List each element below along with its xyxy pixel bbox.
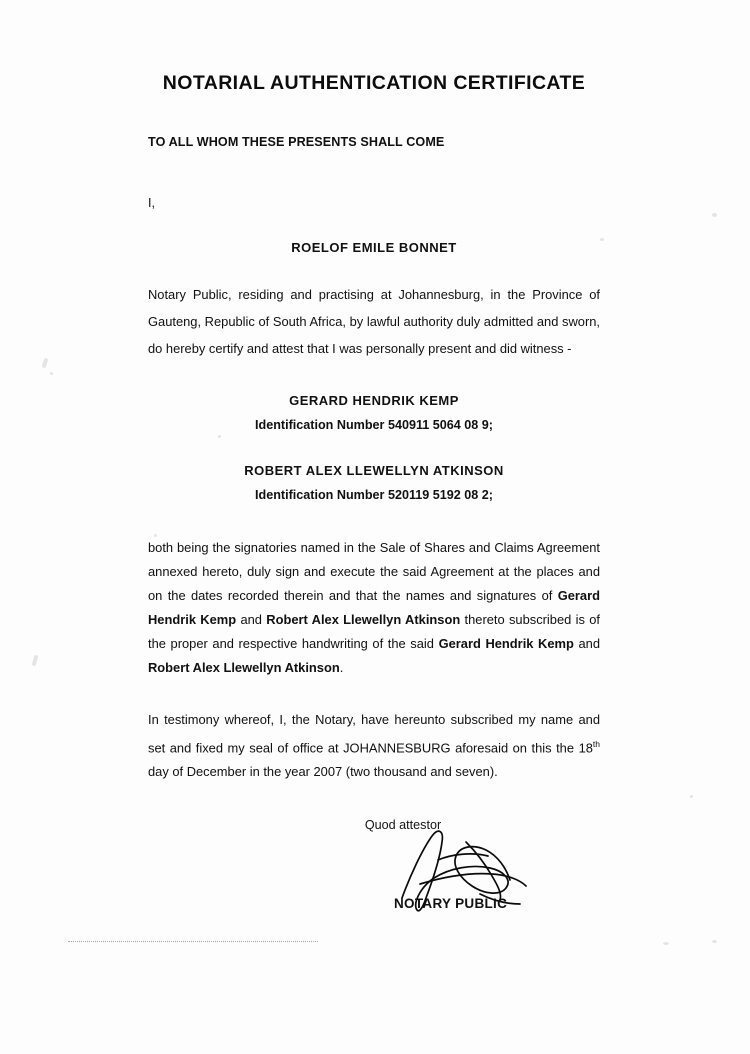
body-text-part-1: both being the signatories named in the Sale of Shares and Claims Agreement annexed hereto, duly sign and execute the said Agreement at the places and on the dates recorded therein and that the names and signatures of — [148, 540, 600, 603]
scan-artifact — [32, 655, 39, 667]
signature-area — [148, 818, 600, 938]
scan-artifact — [42, 358, 49, 369]
page-title: NOTARIAL AUTHENTICATION CERTIFICATE — [162, 72, 586, 94]
body-text-mid-1: and — [236, 612, 267, 627]
testimony-text-part-1: In testimony whereof, I, the Notary, have hereunto subscribed my name and set and fixed my seal of office at JOHANNESBURG aforesaid on this the — [148, 712, 600, 756]
scan-dotted-line — [68, 941, 318, 943]
scan-artifact — [712, 213, 717, 217]
i-declaration-line: I, — [148, 196, 155, 210]
body-bold-name-1: Gerard Hendrik Kemp — [148, 588, 600, 627]
body-bold-name-3: Gerard Hendrik Kemp — [438, 636, 574, 651]
body-paragraph — [148, 536, 600, 680]
document-content — [148, 0, 600, 938]
scan-artifact — [600, 238, 604, 241]
quod-attestor-label: Quod attestor — [364, 818, 442, 833]
testimony-day: 18 — [578, 740, 593, 756]
party-block-2 — [148, 458, 600, 508]
body-text-mid-3: and — [573, 636, 600, 651]
notary-name: ROELOF EMILE BONNET — [291, 240, 457, 255]
body-text-end: . — [339, 660, 344, 675]
testimony-day-ordinal: th — [592, 739, 600, 749]
scan-artifact — [690, 795, 693, 798]
testimony-text-part-2: day of December in the year 2007 (two thousand and seven). — [148, 764, 498, 780]
party-block-1 — [148, 388, 600, 438]
scan-artifact — [50, 372, 53, 375]
body-text-mid-2: thereto subscribed is of the proper and respective handwriting of the said — [148, 612, 600, 651]
party-identification-number: Identification Number 520119 5192 08 2; — [255, 488, 493, 502]
scan-artifact — [663, 942, 669, 945]
testimony-paragraph — [148, 708, 600, 784]
credentials-paragraph: Notary Public, residing and practising at Johannesburg, in the Province of Gauteng, Republic of South Africa, by lawful authority duly admitted and sworn, do hereby certify and attest that I was personally present and did witness - — [148, 287, 600, 356]
body-bold-name-2: Robert Alex Llewellyn Atkinson — [266, 612, 461, 627]
party-identification-number: Identification Number 540911 5064 08 9; — [255, 418, 493, 432]
body-bold-name-4: Robert Alex Llewellyn Atkinson — [148, 660, 340, 675]
notary-public-label: NOTARY PUBLIC — [394, 896, 508, 912]
party-name: ROBERT ALEX LLEWELLYN ATKINSON — [244, 463, 504, 478]
scan-artifact — [712, 940, 717, 943]
document-subtitle: TO ALL WHOM THESE PRESENTS SHALL COME — [148, 135, 445, 149]
party-name: GERARD HENDRIK KEMP — [289, 393, 459, 408]
